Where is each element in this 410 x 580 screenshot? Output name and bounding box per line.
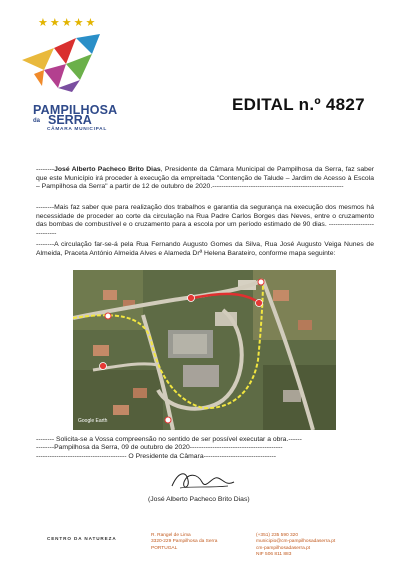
- footer-address: [151, 533, 217, 552]
- closing-place-date: --------Pampilhosa da Serra, 09 de outubro de 2020-----------------------------------------: [36, 444, 283, 451]
- address-line: PORTUGAL: [151, 545, 178, 551]
- paragraph-lead: --------: [36, 166, 55, 173]
- paragraph-announcement: [36, 166, 374, 192]
- star-icon: ★: [73, 17, 84, 29]
- star-icon: ★: [61, 17, 72, 29]
- star-icon: ★: [49, 17, 60, 29]
- footer-contacts: [256, 533, 335, 559]
- map-watermark: Google Earth: [78, 418, 108, 424]
- logo-text-da: da: [33, 118, 41, 124]
- phone-number: (+351) 235 590 320: [256, 533, 299, 538]
- paragraph-text: , Presidente da Câmara Municipal de Pampilhosa da Serra, faz saber que este Município irá proceder à execução da empreitada "Contenção de Talude – Jardim de Acesso à Escola – Pampilhosa da Serra" a partir de 12 de outubro de 2020.----------------------------------------------------------: [36, 166, 374, 190]
- tax-number: NIF 506 811 883: [256, 552, 292, 558]
- logo-text-serra: SERRA: [48, 113, 92, 127]
- logo-subtitle: CÂMARA MUNICIPAL: [47, 127, 107, 132]
- document-title: EDITAL n.º 4827: [232, 95, 365, 114]
- address-line: R. Rangel de Lima: [151, 533, 191, 538]
- signatory-name: (José Alberto Pacheco Brito Dias): [148, 496, 250, 503]
- logo-bird-icon: [14, 30, 114, 92]
- paragraph-detour: --------A circulação far-se-á pela Rua Fernando Augusto Gomes da Silva, Rua José Augusto Veiga Nunes de Almeida, Praceta António Almeida Alves e Alameda Drª Helena Barateiro, conforme mapa seguinte:: [36, 241, 374, 257]
- footer-brand: CENTRO DA NATUREZA: [47, 536, 117, 541]
- closing-request: -------- Solicita-se a Vossa compreensão no sentido de ser possível executar a obra.------: [36, 436, 302, 443]
- address-line: 3320-229 Pampilhosa da Serra: [151, 539, 218, 545]
- president-name: José Alberto Pacheco Brito Dias: [54, 166, 161, 173]
- aerial-map-image: [73, 270, 336, 430]
- paragraph-road-closure: --------Mais faz saber que para realização dos trabalhos e garantia da segurança na execução dos mesmos há necessidade de proceder ao corte da circulação na Rua Padre Carlos Borges das Neves, entre o cruzamento das bombas de combustível e o cruzamento para a escola por um período estimado de 90 dias. -----------------------------: [36, 204, 374, 237]
- email-address[interactable]: municipio@cm-pampilhosadaserra.pt: [256, 539, 336, 545]
- handwritten-signature: [168, 466, 238, 494]
- website-link[interactable]: cm-pampilhosadaserra.pt: [256, 545, 311, 551]
- closing-president-title: ---------------------------------------- O Presidente da Câmara--------------------------------: [36, 453, 277, 460]
- star-icon: ★: [85, 17, 96, 29]
- logo-text-pampilhosa: PAMPILHOSA: [33, 103, 118, 117]
- star-icon: ★: [38, 17, 48, 29]
